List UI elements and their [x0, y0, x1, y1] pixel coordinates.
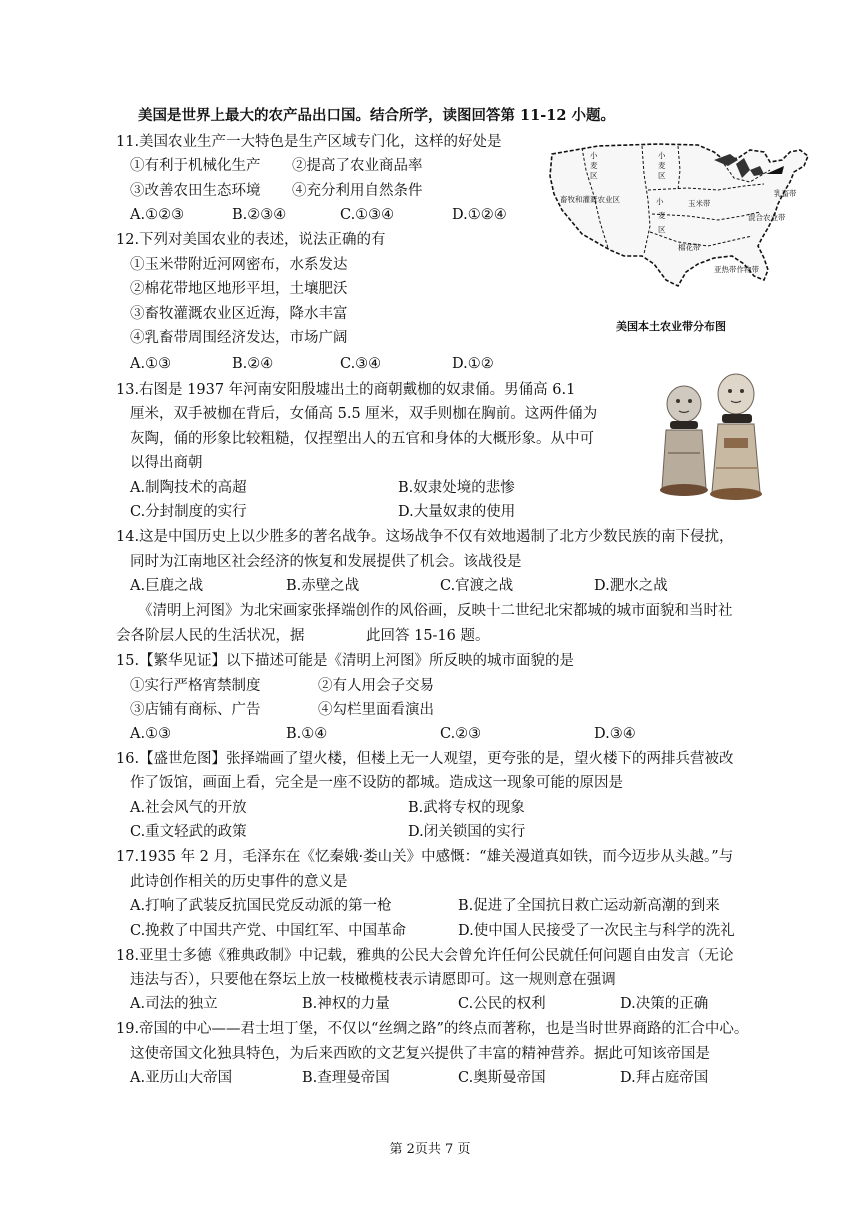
q19-line-1: 19.帝国的中心——君士坦丁堡，不仅以“丝绸之路”的终点而著称，也是当时世界商路的汇合中心。	[116, 1021, 749, 1037]
q18-option-d: D.决策的正确	[620, 996, 709, 1012]
q14-option-a: A.巨鹿之战	[130, 578, 204, 594]
map-label-qu-3: 区	[658, 225, 666, 234]
q13-option-c: C.分封制度的实行	[130, 504, 247, 520]
q12-item-2: ②棉花带地区地形平坦，土壤肥沃	[130, 281, 348, 297]
map-label-yare: 亚热带作物带	[714, 265, 759, 274]
q19-option-c: C.奥斯曼帝国	[458, 1070, 546, 1086]
q11-item-4: ④充分利用自然条件	[292, 183, 423, 199]
map-label-ruxu: 乳畜带	[774, 189, 797, 198]
slave-figurines-photo	[650, 368, 770, 503]
q19-option-a: A.亚历山大帝国	[130, 1070, 233, 1086]
map-label-mai-1: 麦	[590, 161, 598, 170]
q12-stem: 12.下列对美国农业的表述，说法正确的有	[116, 232, 386, 248]
map-label-xiao-3: 小	[656, 197, 664, 206]
q14-line-1: 14.这是中国历史上以少胜多的著名战争。这场战争不仅有效地遏制了北方少数民族的南下侵扰，	[116, 529, 734, 545]
q13-line-3: 灰陶，俑的形象比较粗糙，仅捏塑出人的五官和身体的大概形象。从中可	[130, 431, 594, 447]
q16-option-d: D.闭关锁国的实行	[408, 824, 526, 840]
q11-option-a: A.①②③	[130, 207, 185, 223]
q12-option-a: A.①③	[130, 356, 172, 372]
q11-stem: 11.美国农业生产一大特色是生产区域专门化，这样的好处是	[116, 134, 502, 150]
q15-item-2: ②有人用会子交易	[318, 678, 434, 694]
us-map-drawing	[538, 130, 820, 302]
q17-line-1: 17.1935 年 2 月，毛泽东在《忆秦娥·娄山关》中感慨：“雄关漫道真如铁，而今迈步从头越。”与	[116, 849, 734, 865]
q16-line-1: 16.【盛世危图】张择端画了望火楼，但楼上无一人观望，更夸张的是，望火楼下的两排兵营被改	[116, 751, 734, 767]
q16-option-b: B.武将专权的现象	[408, 800, 525, 816]
map-label-xiao-2: 小	[658, 151, 666, 160]
q16-line-2: 作了饭馆，画面上看，完全是一座不设防的都城。造成这一现象可能的原因是	[130, 775, 623, 791]
map-label-mai-2: 麦	[658, 161, 666, 170]
q17-option-a: A.打响了武装反抗国民党反动派的第一枪	[130, 898, 392, 914]
map-label-hunhe: 混合农业带	[748, 213, 786, 222]
q16-option-c: C.重文轻武的政策	[130, 824, 247, 840]
q11-option-c: C.①③④	[340, 207, 395, 223]
q12-option-c: C.③④	[340, 356, 382, 372]
q18-option-a: A.司法的独立	[130, 996, 218, 1012]
q17-option-b: B.促进了全国抗日救亡运动新高潮的到来	[458, 898, 720, 914]
q13-line-1: 13.右图是 1937 年河南安阳殷墟出土的商朝戴枷的奴隶俑。男俑高 6.1	[116, 382, 576, 398]
q15-option-b: B.①④	[286, 726, 328, 742]
intro-15-16-line-2b: 此回答 15-16 题。	[366, 628, 490, 644]
q18-option-b: B.神权的力量	[302, 996, 390, 1012]
q14-option-d: D.淝水之战	[594, 578, 668, 594]
q19-line-2: 这使帝国文化独具特色，为后来西欧的文艺复兴提供了丰富的精神营养。据此可知该帝国是	[130, 1046, 710, 1062]
q19-option-d: D.拜占庭帝国	[620, 1070, 709, 1086]
q18-line-2: 违法与否），只要他在祭坛上放一枝橄榄枝表示请愿即可。这一规则意在强调	[130, 972, 616, 988]
q14-line-2: 同时为江南地区社会经济的恢复和发展提供了机会。该战役是	[130, 554, 522, 570]
q12-item-3: ③畜牧灌溉农业区近海，降水丰富	[130, 306, 348, 322]
q15-stem: 15.【繁华见证】以下描述可能是《清明上河图》所反映的城市面貌的是	[116, 653, 575, 669]
q11-option-b: B.②③④	[232, 207, 287, 223]
q13-option-a: A.制陶技术的高超	[130, 480, 247, 496]
map-caption: 美国本土农业带分布图	[616, 320, 726, 333]
q12-item-1: ①玉米带附近河网密布，水系发达	[130, 257, 348, 273]
map-label-yumi: 玉米带	[688, 199, 711, 208]
q19-option-b: B.查理曼帝国	[302, 1070, 390, 1086]
q14-option-c: C.官渡之战	[440, 578, 514, 594]
q18-line-1: 18.亚里士多德《雅典政制》中记载，雅典的公民大会曾允许任何公民就任何问题自由发言（无论	[116, 948, 734, 964]
q15-option-d: D.③④	[594, 726, 636, 742]
q15-item-4: ④勾栏里面看演出	[318, 702, 434, 718]
us-agriculture-map	[538, 130, 820, 302]
q14-option-b: B.赤壁之战	[286, 578, 360, 594]
map-label-mianhua: 棉花带	[678, 243, 701, 252]
q17-line-2: 此诗创作相关的历史事件的意义是	[130, 874, 348, 890]
q15-option-a: A.①③	[130, 726, 172, 742]
intro-11-12: 美国是世界上最大的农产品出口国。结合所学，读图回答第 11-12 小题。	[138, 107, 615, 124]
q13-option-b: B.奴隶处境的悲惨	[398, 480, 515, 496]
page-number: 第 2页共 7 页	[389, 1142, 471, 1157]
q12-option-b: B.②④	[232, 356, 274, 372]
map-label-mai-3: 麦	[658, 211, 666, 220]
q13-line-2: 厘米，双手被枷在背后，女俑高 5.5 厘米，双手则枷在胸前。这两件俑为	[130, 406, 598, 422]
q18-option-c: C.公民的权利	[458, 996, 546, 1012]
q15-item-1: ①实行严格宵禁制度	[130, 678, 261, 694]
q11-item-2: ②提高了农业商品率	[292, 158, 423, 174]
q12-item-4: ④乳畜带周围经济发达，市场广阔	[130, 330, 348, 346]
q15-option-c: C.②③	[440, 726, 482, 742]
map-label-xiao-1: 小	[590, 151, 598, 160]
q11-item-3: ③改善农田生态环境	[130, 183, 261, 199]
q17-option-c: C.挽救了中国共产党、中国红军、中国革命	[130, 923, 407, 939]
q17-option-d: D.使中国人民接受了一次民主与科学的洗礼	[458, 923, 735, 939]
q13-option-d: D.大量奴隶的使用	[398, 504, 516, 520]
q11-item-1: ①有利于机械化生产	[130, 158, 261, 174]
q11-option-d: D.①②④	[452, 207, 507, 223]
intro-15-16-line-2a: 会各阶层人民的生活状况，据	[116, 628, 305, 644]
q12-option-d: D.①②	[452, 356, 494, 372]
map-label-xumu: 畜牧和灌溉农业区	[560, 195, 620, 204]
q16-option-a: A.社会风气的开放	[130, 800, 247, 816]
intro-15-16-line-1: 《清明上河图》为北宋画家张择端创作的风俗画，反映十二世纪北宋都城的城市面貌和当时社	[138, 603, 733, 619]
q13-line-4: 以得出商朝	[130, 455, 203, 471]
q15-item-3: ③店铺有商标、广告	[130, 702, 261, 718]
map-label-qu-1: 区	[590, 171, 598, 180]
map-label-qu-2: 区	[658, 171, 666, 180]
